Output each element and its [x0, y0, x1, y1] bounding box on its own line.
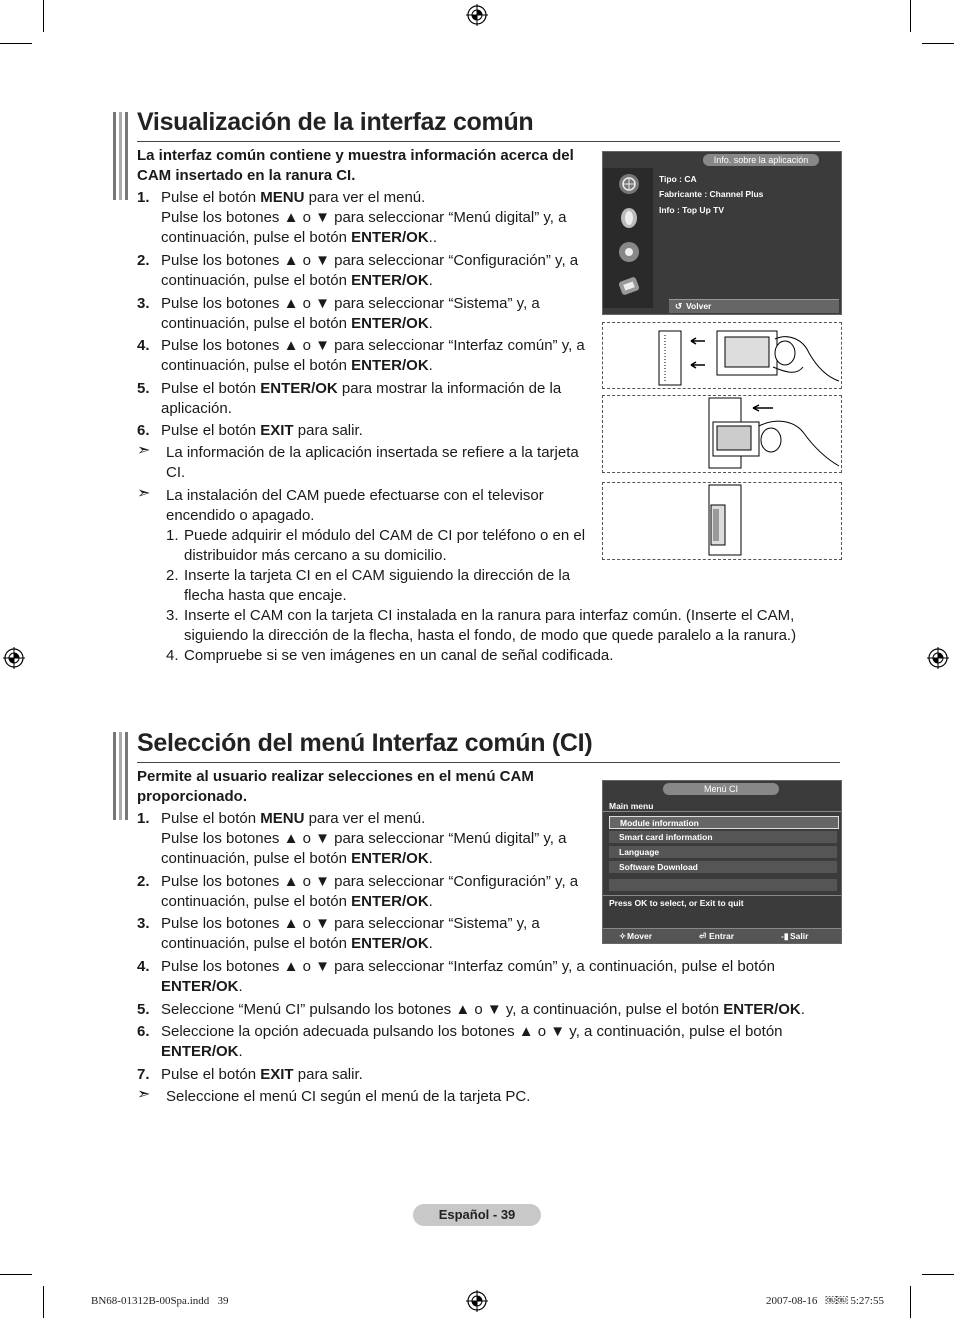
- crop-mark: [43, 1286, 44, 1318]
- step-number: 1.: [137, 810, 150, 827]
- sub-number: 2.: [166, 567, 179, 584]
- step-text: Pulse el botón EXIT para salir.: [161, 1066, 363, 1083]
- section-intro: La interfaz común contiene y muestra información acerca del CAM insertado en la ranura CI.: [137, 147, 574, 184]
- osd-info-line: Fabricante : Channel Plus: [659, 189, 764, 199]
- step-number: 5.: [137, 380, 150, 397]
- osd-header: Info. sobre la aplicación: [703, 154, 819, 166]
- sub-text: Puede adquirir el módulo del CAM de CI por teléfono o en el distribuidor más cercano a su domicilio.: [184, 527, 586, 564]
- ci-menu-item[interactable]: Language: [609, 846, 837, 858]
- crop-mark: [922, 1274, 954, 1275]
- note-text-line: CI.: [166, 464, 186, 481]
- ci-menu-item[interactable]: Smart card information: [609, 831, 837, 843]
- exit-icon: -▮: [781, 931, 789, 941]
- section-bar: [125, 732, 128, 820]
- section-bar: [125, 112, 128, 200]
- note-arrow-icon: ➣: [137, 485, 151, 502]
- sub-item: [166, 646, 846, 666]
- date-slug: 2007-08-16 ￼￼ 5:27:55: [766, 1295, 884, 1307]
- sub-text: Inserte la tarjeta CI en el CAM siguiendo la dirección de la flecha hasta que encaje.: [184, 567, 571, 604]
- illustration-cam-installed: [602, 482, 842, 560]
- note-text-line: La instalación del CAM puede efectuarse con el televisor: [166, 487, 544, 504]
- crop-mark: [922, 43, 954, 44]
- sub-item: [166, 566, 846, 604]
- sub-item: [166, 606, 846, 644]
- osd-header: Menú CI: [663, 783, 779, 795]
- sound-icon: [617, 206, 641, 230]
- osd-footer: [603, 928, 841, 943]
- crop-mark: [910, 1286, 911, 1318]
- step-text: Seleccione “Menú CI” pulsando los botones ▲ o ▼ y, a continuación, pulse el botón ENTER/OK.: [161, 1001, 805, 1018]
- registration-mark-icon: [927, 647, 949, 669]
- crop-mark: [0, 43, 32, 44]
- sub-number: 1.: [166, 527, 179, 544]
- step-number: 5.: [137, 1001, 150, 1018]
- osd-footer: [669, 299, 839, 313]
- osd-sidebar: [603, 168, 653, 308]
- section-bar: [113, 732, 116, 820]
- ci-menu-item[interactable]: Module information: [609, 816, 839, 829]
- ci-menu-item[interactable]: Software Download: [609, 861, 837, 873]
- sub-text: Compruebe si se ven imágenes en un canal de señal codificada.: [184, 647, 614, 664]
- picture-icon: [617, 172, 641, 196]
- note-text: Seleccione el menú CI según el menú de la tarjeta PC.: [166, 1088, 531, 1105]
- section-bar: [113, 112, 116, 200]
- illustration-cam-card: [602, 322, 842, 389]
- osd-prompt: Press OK to select, or Exit to quit: [609, 898, 744, 908]
- intro-line: Permite al usuario realizar selecciones en el menú CAM: [137, 768, 534, 785]
- move-icon: ✧: [619, 931, 627, 941]
- osd-ci-menu: [602, 780, 842, 944]
- section-bar: [119, 112, 122, 200]
- osd-info-line: Tipo : CA: [659, 174, 697, 184]
- illustration-cam-insert: [602, 395, 842, 473]
- step-text: Pulse el botón ENTER/OK para mostrar la información de la aplicación.: [161, 380, 562, 417]
- step-number: 1.: [137, 189, 150, 206]
- osd-info-panel: [602, 151, 842, 315]
- registration-mark-icon: [466, 4, 488, 26]
- registration-mark-icon: [466, 1290, 488, 1312]
- cam-installed-drawing: [603, 483, 841, 559]
- step-number: 6.: [137, 422, 150, 439]
- step-text: Pulse los botones ▲ o ▼ para seleccionar “Sistema” y, a continuación, pulse el botón ENTER/OK.: [161, 295, 540, 332]
- input-icon: [617, 274, 641, 298]
- step-text: Pulse los botones ▲ o ▼ para seleccionar “Interfaz común” y, a continuación, pulse el botón ENTER/OK.: [161, 958, 775, 995]
- cam-insert-drawing: [603, 396, 841, 472]
- osd-info-line: Info : Top Up TV: [659, 205, 724, 215]
- file-slug: BN68-01312B-00Spa.indd 39: [91, 1295, 229, 1307]
- crop-mark: [43, 0, 44, 32]
- intro-line: proporcionado.: [137, 788, 247, 805]
- osd-divider: [603, 811, 841, 812]
- cam-card-drawing: [603, 323, 841, 388]
- step-number: 4.: [137, 337, 150, 354]
- sub-number: 4.: [166, 647, 179, 664]
- note-text-line: encendido o apagado.: [166, 507, 315, 524]
- sub-text: Inserte el CAM con la tarjeta CI instalada en la ranura para interfaz común. (Inserte el CAM, siguiendo la dirección de la flecha, hasta el fondo, de modo que quede paralelo a la ranura.): [184, 607, 797, 644]
- step-text: Pulse el botón MENU para ver el menú. Pulse los botones ▲ o ▼ para seleccionar “Menú digital” y, a continuación, pulse el botón ENTER/OK.: [161, 810, 567, 867]
- crop-mark: [910, 0, 911, 32]
- step-number: 6.: [137, 1023, 150, 1040]
- setup-icon: [617, 240, 641, 264]
- osd-divider: [603, 895, 841, 896]
- osd-main-menu-label: Main menu: [609, 801, 654, 811]
- step-text: Pulse el botón EXIT para salir.: [161, 422, 363, 439]
- page-number: Español - 39: [413, 1204, 541, 1226]
- step-text: Pulse los botones ▲ o ▼ para seleccionar “Interfaz común” y, a continuación, pulse el botón ENTER/OK.: [161, 337, 585, 374]
- section-bar: [119, 732, 122, 820]
- note: [137, 486, 597, 526]
- step-text: Pulse los botones ▲ o ▼ para seleccionar “Configuración” y, a continuación, pulse el botón ENTER/OK.: [161, 873, 579, 910]
- osd-move-label: Mover: [627, 931, 653, 941]
- section-intro: [137, 767, 597, 807]
- step-number: 3.: [137, 295, 150, 312]
- ci-menu-empty-item: [609, 879, 837, 891]
- step-number: 3.: [137, 915, 150, 932]
- osd-back-label: Volver: [686, 301, 712, 311]
- step-number: 7.: [137, 1066, 150, 1083]
- note: [137, 1087, 737, 1107]
- step-number: 2.: [137, 873, 150, 890]
- section-title: Selección del menú Interfaz común (CI): [137, 729, 593, 757]
- enter-icon: ⏎: [699, 931, 707, 941]
- note-text-line: La información de la aplicación insertada se refiere a la tarjeta: [166, 444, 579, 461]
- step-number: 4.: [137, 958, 150, 975]
- osd-enter-label: Entrar: [709, 931, 735, 941]
- step-text: Seleccione la opción adecuada pulsando los botones ▲ o ▼ y, a continuación, pulse el botón ENTER/OK.: [161, 1023, 783, 1060]
- title-rule: [137, 141, 840, 142]
- step-text: Pulse el botón MENU para ver el menú. Pulse los botones ▲ o ▼ para seleccionar “Menú digital” y, a continuación, pulse el botón ENTER/OK..: [161, 189, 567, 246]
- step-text: Pulse los botones ▲ o ▼ para seleccionar “Sistema” y, a continuación, pulse el botón ENTER/OK.: [161, 915, 540, 952]
- step-number: 2.: [137, 252, 150, 269]
- osd-exit-label: Salir: [790, 931, 809, 941]
- sub-number: 3.: [166, 607, 179, 624]
- note-arrow-icon: ➣: [137, 442, 151, 459]
- section-title: Visualización de la interfaz común: [137, 108, 534, 136]
- step-text: Pulse los botones ▲ o ▼ para seleccionar “Configuración” y, a continuación, pulse el botón ENTER/OK.: [161, 252, 579, 289]
- title-rule: [137, 762, 840, 763]
- note-arrow-icon: ➣: [137, 1086, 151, 1103]
- back-icon: ↺: [675, 301, 683, 311]
- registration-mark-icon: [3, 647, 25, 669]
- crop-mark: [0, 1274, 32, 1275]
- note: [137, 443, 597, 483]
